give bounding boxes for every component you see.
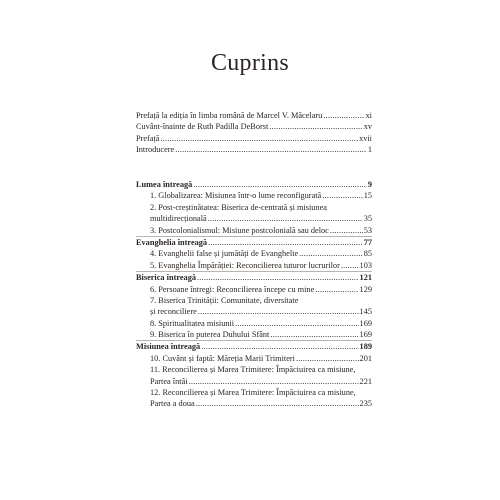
toc-entry[interactable]: [136, 144, 372, 155]
entry-label: Biserica întreagă: [136, 273, 196, 283]
entry-label: 11. Reconcilierea și Marea Trimitere: Împăciuirea ca misiune,: [150, 365, 356, 375]
page-number: 9: [367, 179, 372, 189]
entry-label: Prefață: [136, 133, 160, 143]
toc-chapter-entry[interactable]: [136, 387, 372, 398]
table-of-contents: [136, 179, 372, 410]
toc-chapter-entry[interactable]: [136, 318, 372, 329]
page-title: Cuprins: [210, 50, 290, 76]
entry-label: multidirecțională: [150, 214, 207, 224]
entry-label: Lumea întreagă: [136, 179, 193, 189]
page-number: 201: [359, 353, 372, 363]
dot-leader: [175, 144, 367, 155]
toc-chapter-entry[interactable]: [136, 364, 372, 375]
entry-label: Misiunea întreagă: [136, 342, 201, 352]
page-number: 235: [359, 399, 372, 409]
front-matter-list: [136, 110, 372, 156]
dot-leader: [269, 121, 362, 132]
page-number: 129: [359, 284, 372, 294]
page-number: 35: [363, 214, 372, 224]
entry-label: 2. Post-creștinătatea: Biserica de-centrată și misiunea: [150, 202, 327, 212]
dot-leader: [235, 318, 358, 329]
page-number: 145: [359, 307, 372, 317]
toc-part-heading[interactable]: [136, 271, 372, 283]
dot-leader: [322, 190, 362, 201]
entry-label: 7. Biserica Trinității: Comunitate, diversitate: [150, 295, 299, 305]
dot-leader: [198, 306, 359, 317]
dot-leader: [208, 213, 363, 224]
page-number: xv: [363, 122, 372, 132]
page-number: xi: [365, 110, 372, 120]
toc-chapter-entry[interactable]: [136, 190, 372, 201]
toc-chapter-entry[interactable]: [136, 202, 372, 213]
entry-label: Partea a doua: [150, 399, 195, 409]
page-number: 169: [359, 330, 372, 340]
entry-label: 8. Spiritualitatea misiunii: [150, 318, 235, 328]
entry-label: 12. Reconcilierea și Marea Trimitere: Împăciuirea ca misiune,: [150, 388, 356, 398]
page-number: xvii: [359, 133, 372, 143]
entry-label: și reconciliere: [150, 307, 197, 317]
toc-chapter-entry[interactable]: [136, 284, 372, 295]
toc-chapter-entry[interactable]: [136, 248, 372, 259]
dot-leader: [193, 179, 367, 190]
dot-leader: [208, 237, 363, 248]
toc-chapter-entry[interactable]: [136, 295, 372, 306]
dot-leader: [197, 272, 359, 283]
dot-leader: [296, 353, 359, 364]
dot-leader: [315, 284, 358, 295]
entry-label: 5. Evanghelia Împărăției: Reconcilierea tuturor lucrurilor: [150, 260, 340, 270]
dot-leader: [161, 133, 359, 144]
toc-chapter-entry[interactable]: [136, 329, 372, 340]
dot-leader: [341, 260, 359, 271]
page-number: 169: [359, 318, 372, 328]
dot-leader: [323, 110, 364, 121]
toc-chapter-entry[interactable]: [136, 376, 372, 387]
toc-entry[interactable]: [136, 121, 372, 132]
toc-entry[interactable]: [136, 110, 372, 121]
toc-chapter-entry[interactable]: [136, 213, 372, 224]
dot-leader: [196, 398, 359, 409]
toc-entry[interactable]: [136, 133, 372, 144]
entry-label: 1. Globalizarea: Misiunea într-o lume reconfigurată: [150, 191, 322, 201]
entry-label: Cuvânt-înainte de Ruth Padilla DeBorst: [136, 122, 269, 132]
toc-chapter-entry[interactable]: [136, 398, 372, 409]
page-number: 221: [359, 376, 372, 386]
entry-label: 4. Evanghelii false și jumătăți de Evanghelie: [150, 249, 299, 259]
page-number: 15: [363, 191, 372, 201]
entry-label: 6. Persoane întregi: Reconcilierea începe cu mine: [150, 284, 315, 294]
entry-label: 9. Biserica în puterea Duhului Sfânt: [150, 330, 270, 340]
entry-label: Introducere: [136, 145, 175, 155]
entry-label: Partea întâi: [150, 376, 188, 386]
dot-leader: [201, 341, 358, 352]
toc-chapter-entry[interactable]: [136, 260, 372, 271]
dot-leader: [189, 376, 359, 387]
toc-chapter-entry[interactable]: [136, 353, 372, 364]
page-number: 77: [363, 237, 372, 247]
page-number: 189: [359, 342, 372, 352]
page-number: 85: [363, 249, 372, 259]
page-number: 121: [359, 273, 372, 283]
toc-part-heading[interactable]: [136, 340, 372, 352]
toc-chapter-entry[interactable]: [136, 225, 372, 236]
toc-part-heading[interactable]: [136, 236, 372, 248]
entry-label: Evanghelia întreagă: [136, 237, 208, 247]
page-number: 53: [363, 225, 372, 235]
dot-leader: [299, 248, 363, 259]
dot-leader: [330, 225, 363, 236]
page-number: 1: [367, 145, 372, 155]
entry-label: Prefață la ediția în limba română de Marcel V. Măcelaru: [136, 110, 323, 120]
dot-leader: [270, 329, 358, 340]
entry-label: 10. Cuvânt și faptă: Măreția Marii Trimiteri: [150, 353, 295, 363]
entry-label: 3. Postcolonialismul: Misiune postcolonială sau deloc: [150, 225, 329, 235]
page-number: 103: [359, 260, 372, 270]
toc-part-heading[interactable]: [136, 179, 372, 190]
toc-chapter-entry[interactable]: [136, 306, 372, 317]
